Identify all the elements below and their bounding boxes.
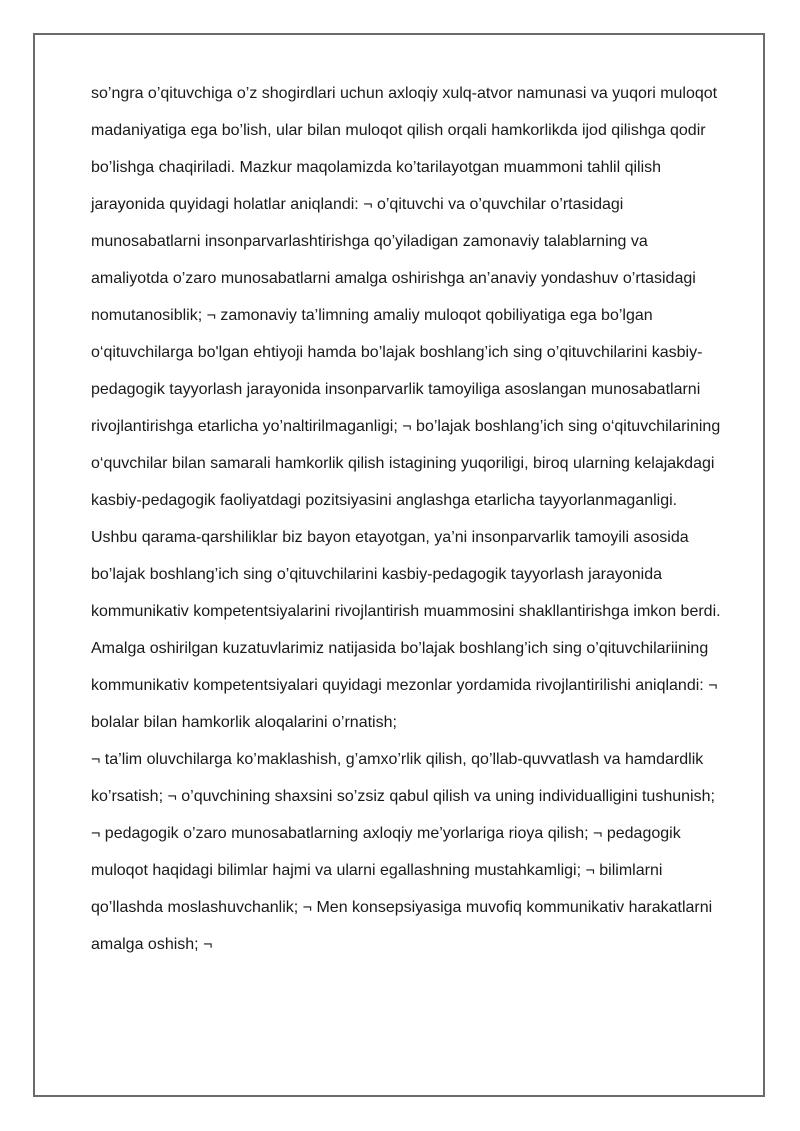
paragraph: ¬ ta’lim oluvchilarga ko’maklashish, g’amxo’rlik qilish, qo’llab-quvvatlash va hamdardlik ko’rsatish; ¬ o’quvchining shaxsini so’zsiz qabul qilish va uning individualligini tushunish; ¬ pedagogik o’zaro munosabatlarning axloqiy me’yorlariga rioya qilish; ¬ pedagogik muloqot haqidagi bilimlar hajmi va ularni egallashning mustahkamligi; ¬ bilimlarni qo’llashda moslashuvchanlik; ¬ Men konsepsiyasiga muvofiq kommunikativ harakatlarni amalga oshish; ¬ xyxy=(91,751,715,953)
paragraph: so’ngra o’qituvchiga o’z shogirdlari uchun axloqiy xulq-atvor namunasi va yuqori muloqot madaniyatiga ega bo’lish, ular bilan muloqot qilish orqali hamkorlikda ijod qilishga qodir bo’lishga chaqiriladi. Mazkur maqolamizda ko’tarilayotgan muammoni tahlil qilish jarayonida quyidagi holatlar aniqlandi: ¬ o’qituvchi va o’quvchilar o’rtasidagi munosabatlarni insonparvarlashtirishga qo’yiladigan zamonaviy talablarning va amaliyotda o’zaro munosabatlarni amalga oshirishga an’anaviy yondashuv o’rtasidagi nomutanosiblik; ¬ zamonaviy ta’limning amaliy muloqot qobiliyatiga ega bo’lgan o‘qituvchilarga bo'lgan ehtiyoji hamda bo’lajak boshlang’ich sing o’qituvchilarini kasbiy-pedagogik tayyorlash jarayonida insonparvarlik tamoyiliga asoslangan munosabatlarni rivojlantirishga etarlicha yo’naltirilmaganligi; ¬ bo’lajak boshlang’ich sing o‘qituvchilarining o‘quvchilar bilan samarali hamkorlik qilish istagining yuqoriligi, biroq ularning kelajakdagi kasbiy-pedagogik faoliyatdagi pozitsiyasini anglashga etarlicha tayyorlanmaganligi. Ushbu qarama-qarshiliklar biz bayon etayotgan, ya’ni insonparvarlik tamoyili asosida bo’lajak boshlang’ich sing o’qituvchilarini kasbiy-pedagogik tayyorlash jarayonida kommunikativ kompetentsiyalarini rivojlantirish muammosini shakllantirishga imkon berdi. Amalga oshirilgan kuzatuvlarimiz natijasida bo’lajak boshlang’ich sing o’qituvchilariining kommunikativ kompetentsiyalari quyidagi mezonlar yordamida rivojlantirilishi aniqlandi: ¬ bolalar bilan hamkorlik aloqalarini o’rnatish; xyxy=(91,85,721,731)
page-frame xyxy=(33,33,765,1097)
document-body xyxy=(91,75,721,963)
